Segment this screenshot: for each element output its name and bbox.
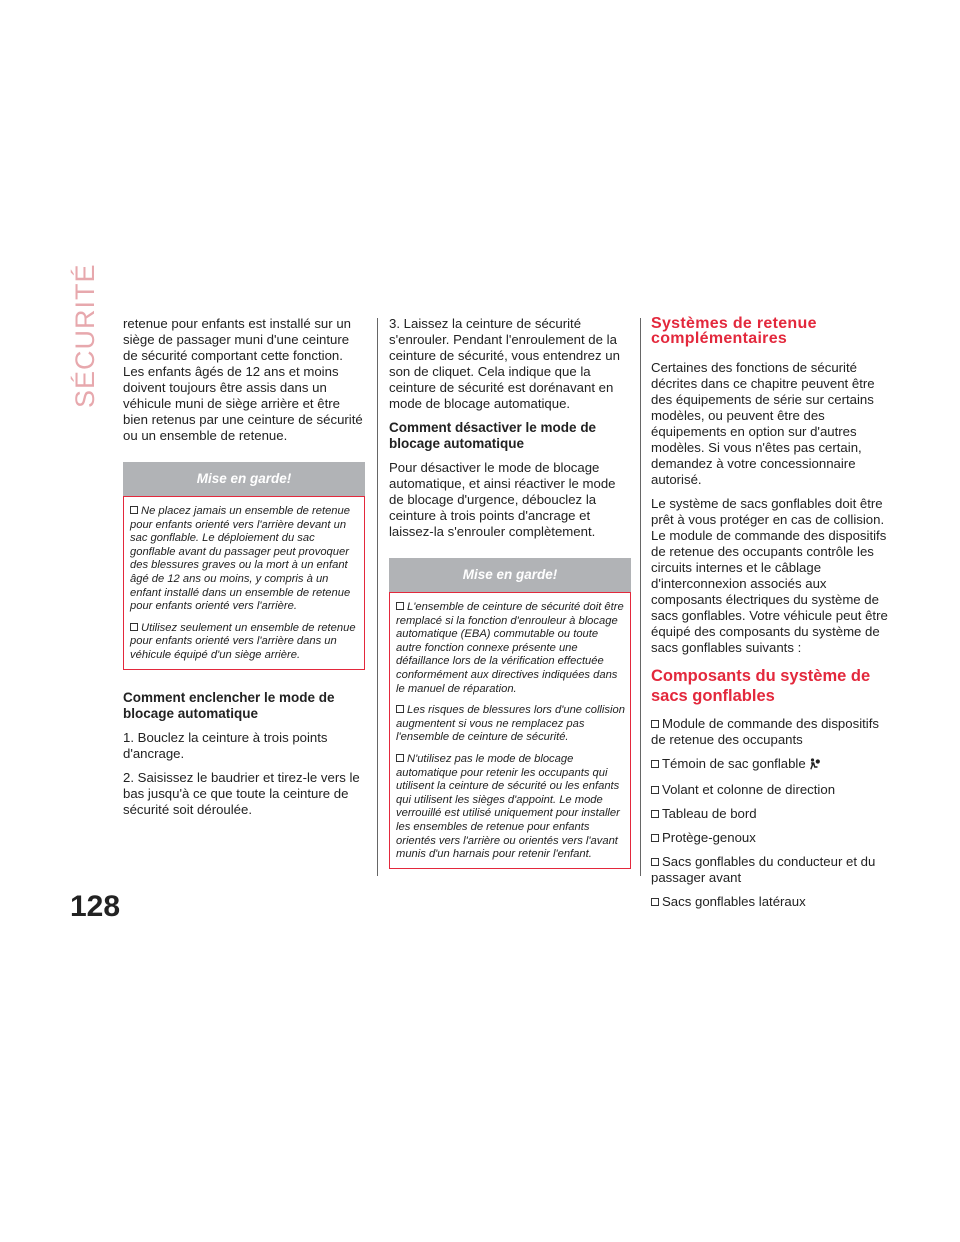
warning-item: Utilisez seulement un ensemble de retenue pour enfants orienté vers l'arrière dans un véhicule équipé d'un siège arrière. (130, 621, 356, 661)
list-item: Sacs gonflables du conducteur et du passager avant (651, 854, 876, 885)
warning-box (389, 558, 631, 869)
column-3 (651, 316, 893, 918)
warning-title: Mise en garde! (389, 558, 631, 592)
column-2 (389, 316, 631, 869)
checkbox-icon (130, 623, 138, 631)
checkbox-icon (651, 720, 659, 728)
list-item: Sacs gonflables latéraux (651, 894, 893, 910)
checkbox-icon (396, 705, 404, 713)
component-list (651, 716, 893, 910)
step-1: 1. Bouclez la ceinture à trois points d'ancrage. (123, 729, 328, 761)
section-heading: Comment enclencher le mode de blocage automatique (123, 689, 335, 721)
section-heading: Comment désactiver le mode de blocage automatique (389, 420, 597, 451)
list-item: Volant et colonne de direction (651, 782, 893, 798)
checkbox-icon (651, 760, 659, 768)
list-item: Protège-genoux (651, 830, 893, 846)
step-2: 2. Saisissez le baudrier et tirez-le vers le bas jusqu'à ce que toute la ceinture de sécurité soit déroulée. (123, 769, 360, 817)
warning-title: Mise en garde! (123, 462, 365, 496)
checkbox-icon (651, 810, 659, 818)
checkbox-icon (130, 506, 138, 514)
checkbox-icon (651, 786, 659, 794)
checkbox-icon (651, 858, 659, 866)
section-subtitle: Composants du système de sacs gonflables (651, 667, 871, 705)
step-3: 3. Laissez la ceinture de sécurité s'enrouler. Pendant l'enroulement de la ceinture de sécurité, vous entendrez un son de cliquet. Cela indique que la ceinture de sécurité est dorénavant en mode de blocage automatique. (389, 316, 620, 411)
checkbox-icon (651, 898, 659, 906)
warning-item: Les risques de blessures lors d'une collision augmentent si vous ne remplacez pas l'ensemble de ceinture de sécurité. (396, 704, 625, 744)
section-title: Systèmes de retenue complémentaires (651, 315, 817, 347)
checkbox-icon (651, 834, 659, 842)
checkbox-icon (396, 754, 404, 762)
section-tab: SÉCURITÉ (70, 263, 100, 408)
checkbox-icon (396, 602, 404, 610)
list-item: Module de commande des dispositifs de retenue des occupants (651, 716, 879, 747)
warning-item: L'ensemble de ceinture de sécurité doit être remplacé si la fonction d'enrouleur à blocage automatique (EBA) commutable ou toute autre fonction connexe présente une défaillance lors de la vérification effectuée conformément aux directives indiquées dans le manuel de réparation. (396, 601, 624, 695)
column-1 (123, 316, 365, 826)
paragraph: Le système de sacs gonflables doit être prêt à vous protéger en cas de collision. Le module de commande des dispositifs de retenue des occupants contrôle les circuits internes et le câblage d'interconnexion associés aux composants électriques du système de sacs gonflables. Votre véhicule peut être équipé des composants du système de sacs gonflables suivants : (651, 496, 888, 655)
column-divider (377, 318, 378, 876)
intro-paragraph: retenue pour enfants est installé sur un siège de passager muni d'une ceinture de sécurité comportant cette fonction. Les enfants âgés de 12 ans et moins doivent toujours être assis dans un véhicule muni de siège arrière et être bien retenus par une ceinture de sécurité ou un ensemble de retenue. (123, 316, 363, 443)
list-item: Témoin de sac gonflable (651, 756, 893, 774)
airbag-warning-icon (808, 758, 820, 774)
paragraph: Certaines des fonctions de sécurité décrites dans ce chapitre peuvent être des équipements de série sur certains modèles, ou peuvent être des équipements en option sur d'autres modèles. Si vous n'êtes pas certain, demandez à votre concessionnaire autorisé. (651, 360, 875, 487)
warning-body (389, 592, 631, 869)
page-number: 128 (70, 890, 121, 923)
warning-body (123, 496, 365, 670)
warning-box (123, 462, 365, 670)
warning-item: Ne placez jamais un ensemble de retenue pour enfants orienté vers l'arrière devant un sac gonflable. Le déploiement du sac gonflable avant du passager peut provoquer des blessures graves ou la mort à un enfant âgé de 12 ans ou moins, y compris à un enfant installé dans un ensemble de retenue pour enfants orienté vers l'arrière. (130, 505, 351, 613)
deactivate-paragraph: Pour désactiver le mode de blocage automatique, et ainsi réactiver le mode de blocage d'urgence, débouclez la ceinture à trois points d'ancrage et laissez-la s'enrouler complètement. (389, 460, 616, 539)
warning-item: N'utilisez pas le mode de blocage automatique pour retenir les occupants qui utilisent la ceinture de sécurité ou les enfants qui utilisent les sièges d'appoint. Le mode verrouillé est utilisé uniquement pour installer les ensembles de retenue pour enfants orientés vers l'arrière ou orientés vers l'avant munis d'un harnais pour retenir l'enfant. (396, 752, 620, 861)
column-divider (640, 318, 641, 876)
list-item: Tableau de bord (651, 806, 893, 822)
